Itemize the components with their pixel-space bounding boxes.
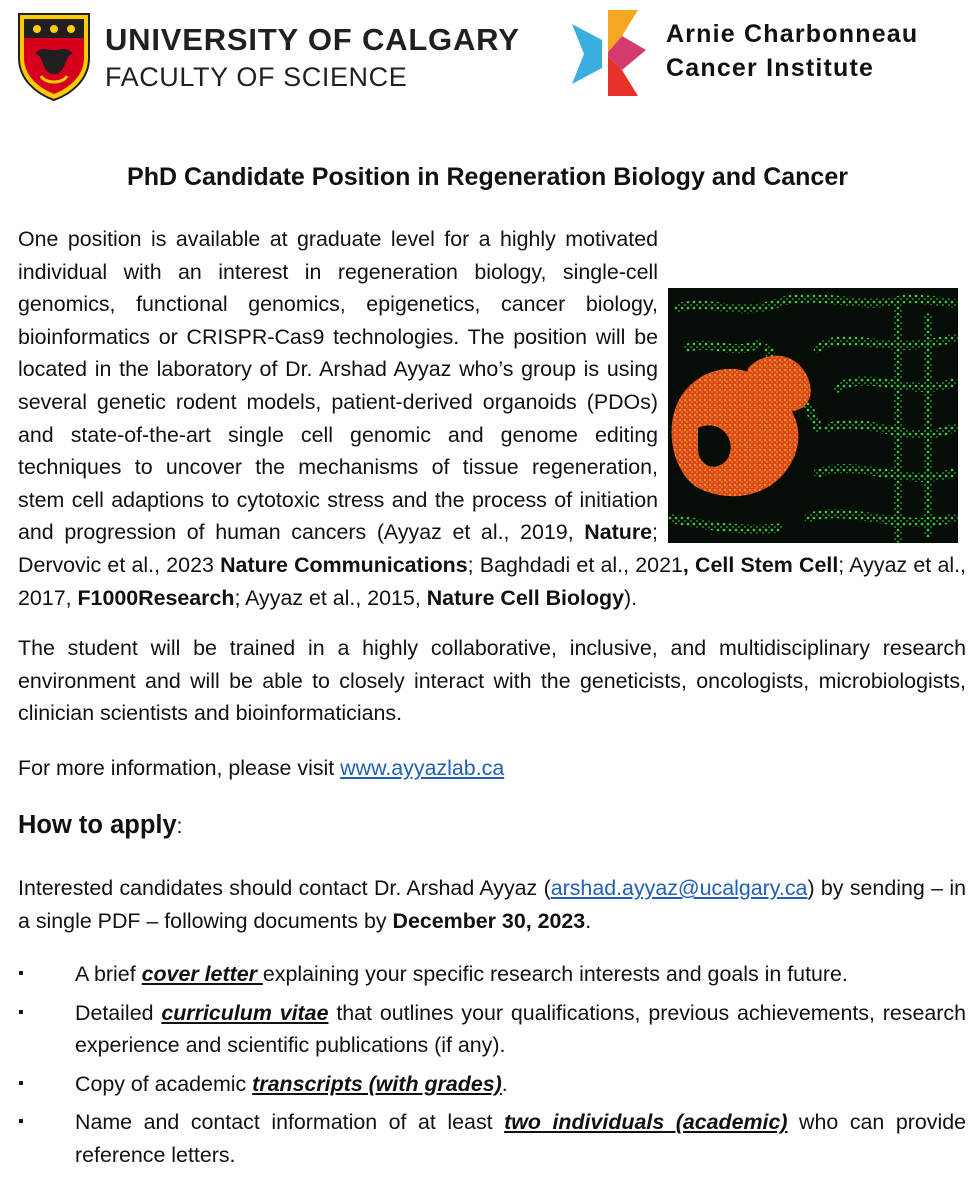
deadline: December 30, 2023: [392, 908, 586, 933]
more-info-paragraph: For more information, please visit www.ayyazlab.ca: [18, 756, 505, 780]
acci-name-line1: Arnie Charbonneau: [666, 20, 919, 48]
intro-paragraph: One position is available at graduate level for a highly motivated individual with an interest in regeneration biology, single-cell genomics, functional genomics, epigenetics, cancer biology, bioinformatics or CRISPR-Cas9 technologies. The position will be located in the laboratory of Dr. Arshad Ayyaz who’s group is using several genetic rodent models, patient-derived organoids (PDOs) and state-of-the-art single cell genomic and genome editing techniques to uncover the mechanisms of tissue regeneration, stem cell adaptions to cytotoxic stress and the process of initiation and progression of human cancers (Ayyaz et al., 2019, Nature; Dervovic et al., 2023 Nature Communications; Baghdadi et al., 2021, Cell Stem Cell; Ayyaz et al., 2017, F1000Research; Ayyaz et al., 2015, Nature Cell Biology).: [18, 227, 967, 610]
university-name: UNIVERSITY OF CALGARY: [105, 22, 520, 57]
journal-f1000research: F1000Research: [77, 585, 235, 610]
journal-nature-cell-biology: Nature Cell Biology: [426, 585, 625, 610]
bullet-icon: ▪: [18, 965, 24, 982]
list-item: ▪ A brief cover letter explaining your specific research interests and goals in future.: [18, 958, 966, 991]
journal-cell-stem-cell: , Cell Stem Cell: [682, 552, 839, 577]
bullet-icon: ▪: [18, 1113, 24, 1131]
page-title: PhD Candidate Position in Regeneration Biology and Cancer: [127, 163, 848, 191]
list-item: ▪ Name and contact information of at least two individuals (academic) who can provide reference letters.: [18, 1106, 966, 1171]
contact-email-link[interactable]: arshad.ayyaz@ucalgary.ca: [550, 876, 808, 900]
list-item: ▪ Copy of academic transcripts (with grades).: [18, 1068, 966, 1101]
bullet-icon: ▪: [18, 1003, 24, 1021]
how-to-apply-heading: How to apply:: [18, 811, 183, 839]
bullet-icon: ▪: [18, 1074, 24, 1092]
acci-name-line2: Cancer Institute: [666, 54, 875, 82]
acci-ribbon-icon: [568, 6, 660, 98]
faculty-name: FACULTY OF SCIENCE: [105, 62, 408, 92]
collaboration-paragraph: The student will be trained in a highly collaborative, inclusive, and multidisciplinary research environment and will be able to closely interact with the geneticists, oncologists, microbiologists, clinician scientists and bioinformaticians.: [18, 636, 966, 726]
microscopy-image: [668, 288, 958, 543]
required-documents-list: [18, 958, 966, 1178]
header: [0, 0, 975, 110]
figure-wrap: [658, 288, 966, 546]
journal-nature-communications: Nature Communications: [220, 552, 468, 577]
journal-nature: Nature: [584, 520, 653, 545]
acci-logo: [568, 6, 968, 101]
lab-website-link[interactable]: www.ayyazlab.ca: [340, 756, 505, 780]
university-crest-icon: [15, 10, 93, 102]
list-item: ▪ Detailed curriculum vitae that outlines your qualifications, previous achievements, research experience and scientific publications (if any).: [18, 997, 966, 1062]
university-of-calgary-logo: [15, 10, 595, 105]
application-paragraph: Interested candidates should contact Dr. Arshad Ayyaz (arshad.ayyaz@ucalgary.ca) by sending – in a single PDF – following documents by December 30, 2023.: [18, 876, 966, 933]
